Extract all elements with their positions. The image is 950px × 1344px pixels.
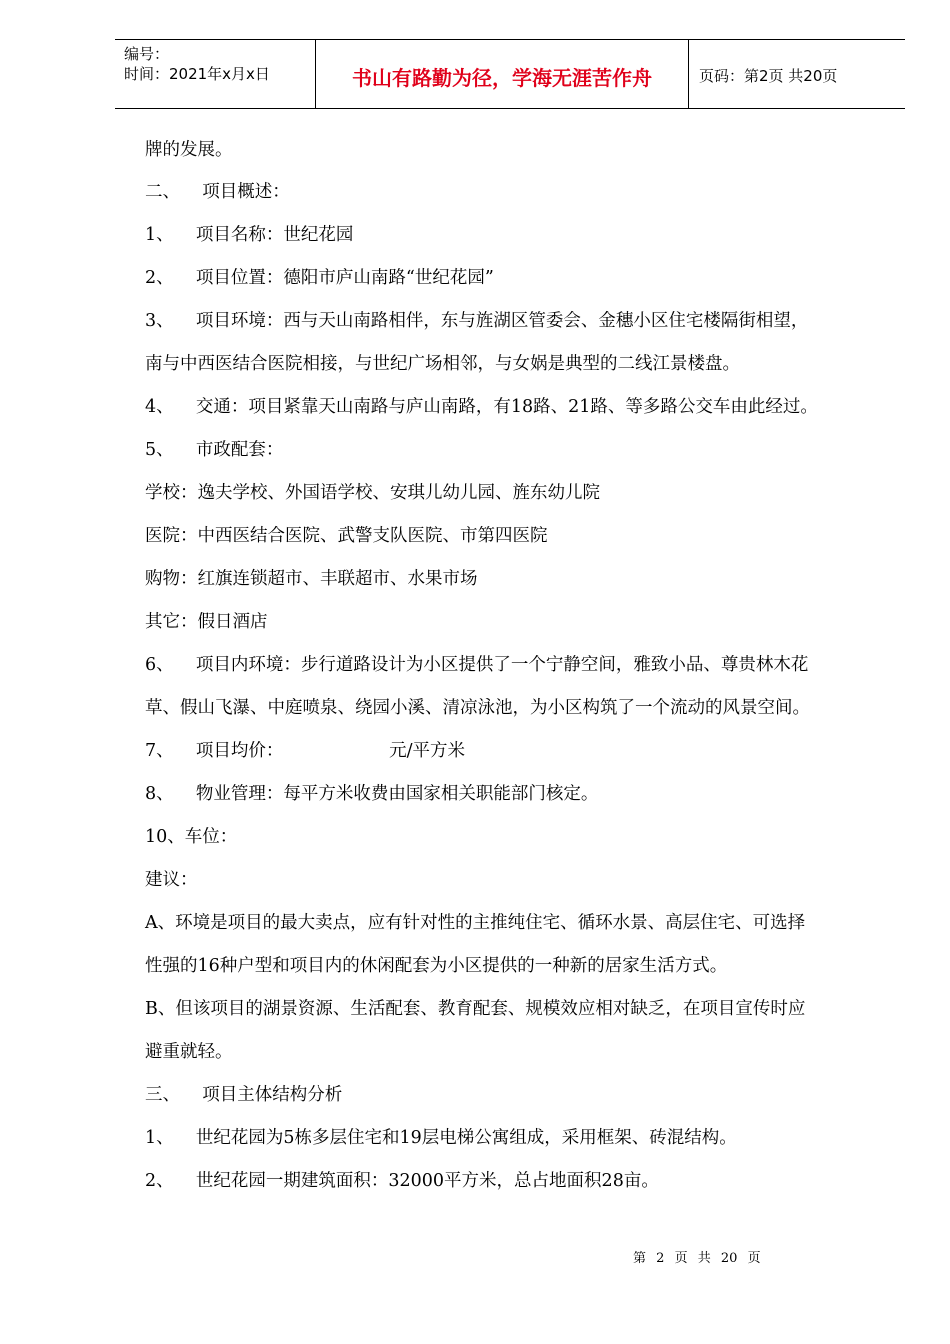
body-line: 医院：中西医结合医院、武警支队医院、市第四医院 — [145, 526, 548, 546]
body-line: 4、 交通：项目紧靠天山南路与庐山南路，有18路、21路、等多路公交车由此经过。 — [145, 397, 818, 417]
body-line: 南与中西医结合医院相接，与世纪广场相邻，与女娲是典型的二线江景楼盘。 — [145, 354, 740, 374]
body-line: 8、 物业管理：每平方米收费由国家相关职能部门核定。 — [145, 784, 599, 804]
body-line: 草、假山飞瀑、中庭喷泉、绕园小溪、清凉泳池，为小区构筑了一个流动的风景空间。 — [145, 698, 810, 718]
footer-page-number: 2 — [656, 1251, 665, 1266]
body-line: 2、 项目位置：德阳市庐山南路“世纪花园” — [145, 268, 494, 288]
header-page-info: 页码：第2页 共20页 — [699, 67, 838, 85]
body-line: 5、 市政配套： — [145, 440, 284, 460]
page-footer — [633, 1247, 767, 1266]
body-line: 7、 项目均价： 元/平方米 — [145, 741, 465, 761]
footer-di: 第 — [633, 1251, 647, 1266]
footer-gong: 共 — [697, 1251, 711, 1266]
header-page-cell — [690, 40, 905, 108]
footer-ye: 页 — [674, 1251, 688, 1266]
footer-ye2: 页 — [747, 1251, 761, 1266]
body-line: 10、车位： — [145, 827, 238, 847]
section-heading-overview: 二、 项目概述： — [145, 182, 290, 202]
body-line: A、环境是项目的最大卖点，应有针对性的主推纯住宅、循环水景、高层住宅、可选择 — [145, 913, 806, 933]
body-line: 其它：假日酒店 — [145, 612, 268, 632]
header-motto-cell — [316, 40, 689, 108]
header-meta-cell — [115, 40, 316, 108]
document-time-label: 时间：2021年x月x日 — [124, 65, 270, 83]
header-motto: 书山有路勤为径，学海无涯苦作舟 — [352, 66, 652, 90]
section-heading-structure: 三、 项目主体结构分析 — [145, 1085, 343, 1105]
body-line: 性强的16种户型和项目内的休闲配套为小区提供的一种新的居家生活方式。 — [145, 956, 728, 976]
document-number-label: 编号： — [124, 45, 170, 63]
body-line: 学校：逸夫学校、外国语学校、安琪儿幼儿园、旌东幼儿院 — [145, 483, 600, 503]
body-line: 牌的发展。 — [145, 140, 233, 160]
body-line: 3、 项目环境：西与天山南路相伴，东与旌湖区管委会、金穗小区住宅楼隔街相望， — [145, 311, 809, 331]
footer-total-pages: 20 — [720, 1251, 738, 1266]
page-header — [115, 39, 905, 109]
body-line: B、但该项目的湖景资源、生活配套、教育配套、规模效应相对缺乏，在项目宣传时应 — [145, 999, 806, 1019]
body-line: 建议： — [145, 870, 198, 890]
body-line: 购物：红旗连锁超市、丰联超市、水果市场 — [145, 569, 478, 589]
body-line: 1、 世纪花园为5栋多层住宅和19层电梯公寓组成，采用框架、砖混结构。 — [145, 1128, 737, 1148]
body-line: 避重就轻。 — [145, 1042, 233, 1062]
body-line: 6、 项目内环境：步行道路设计为小区提供了一个宁静空间，雅致小品、尊贵林木花 — [145, 655, 809, 675]
body-line: 1、 项目名称：世纪花园 — [145, 225, 354, 245]
body-line: 2、 世纪花园一期建筑面积：32000平方米，总占地面积28亩。 — [145, 1171, 659, 1191]
